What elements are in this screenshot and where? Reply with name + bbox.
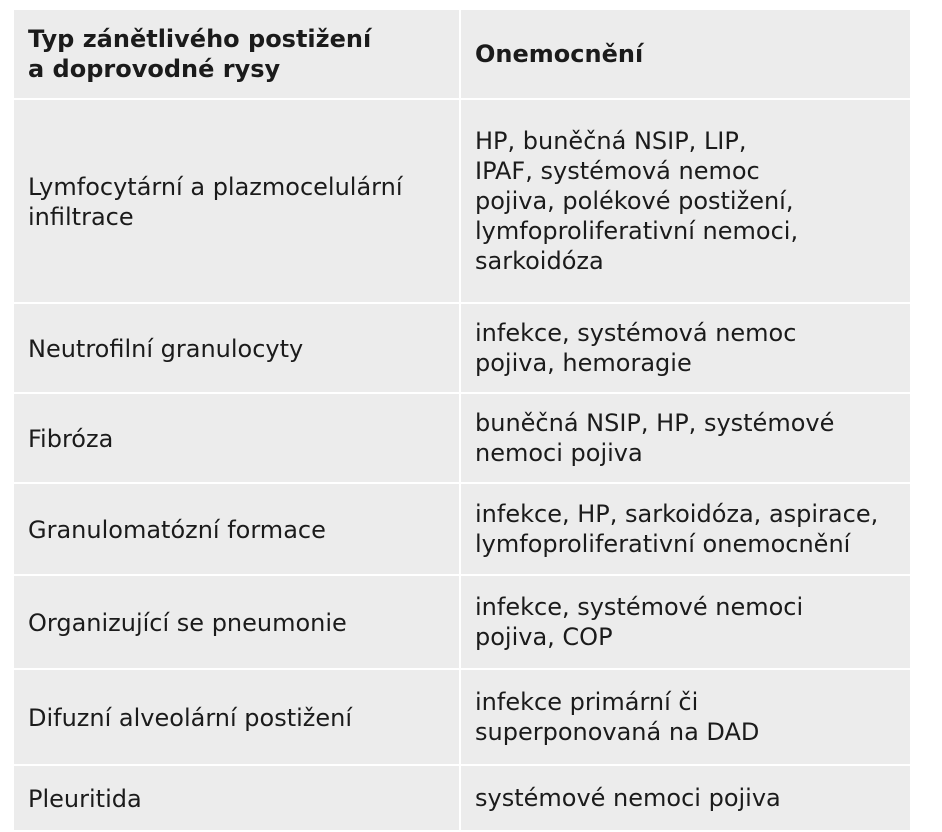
inflammation-type-text: Fibróza	[28, 425, 114, 453]
disease-text: buněčná NSIP, HP, systémové nemoci pojiva	[475, 409, 835, 467]
table-row	[14, 303, 910, 393]
disease-text: HP, buněčná NSIP, LIP, IPAF, systémová nemoc pojiva, polékové postižení, lymfoproliferativní nemoci, sarkoidóza	[475, 127, 799, 275]
inflammation-type-cell	[14, 483, 460, 575]
table-row	[14, 575, 910, 669]
inflammation-type-text: Granulomatózní formace	[28, 516, 326, 544]
table-header	[14, 10, 910, 99]
disease-text: systémové nemoci pojiva	[475, 784, 781, 812]
inflammation-type-cell	[14, 393, 460, 483]
table-body	[14, 99, 910, 831]
inflammation-type-cell	[14, 765, 460, 831]
inflammation-disease-table	[14, 10, 910, 832]
inflammation-type-text: Pleuritida	[28, 785, 142, 813]
header-cell-disease	[460, 10, 910, 99]
inflammation-type-text: Difuzní alveolární postižení	[28, 704, 353, 732]
inflammation-type-text: Neutrofilní granulocyty	[28, 335, 304, 363]
disease-cell	[460, 575, 910, 669]
inflammation-type-text: Organizující se pneumonie	[28, 609, 347, 637]
table-row	[14, 765, 910, 831]
inflammation-type-cell	[14, 575, 460, 669]
inflammation-type-cell	[14, 99, 460, 303]
header-cell-inflammation-type	[14, 10, 460, 99]
table-row	[14, 393, 910, 483]
table-row	[14, 483, 910, 575]
disease-text: infekce, systémová nemoc pojiva, hemoragie	[475, 319, 797, 377]
disease-cell	[460, 99, 910, 303]
disease-cell	[460, 393, 910, 483]
disease-text: infekce, systémové nemoci pojiva, COP	[475, 593, 804, 651]
disease-text: infekce, HP, sarkoidóza, aspirace, lymfoproliferativní onemocnění	[475, 500, 879, 558]
table-row	[14, 669, 910, 765]
disease-cell	[460, 303, 910, 393]
disease-cell	[460, 669, 910, 765]
disease-cell	[460, 765, 910, 831]
inflammation-type-cell	[14, 303, 460, 393]
header-disease-label: Onemocnění	[475, 40, 644, 68]
disease-text: infekce primární či superponovaná na DAD	[475, 688, 760, 746]
header-row	[14, 10, 910, 99]
inflammation-type-cell	[14, 669, 460, 765]
table-row	[14, 99, 910, 303]
disease-cell	[460, 483, 910, 575]
inflammation-type-text: Lymfocytární a plazmocelulární infiltrace	[28, 173, 403, 231]
header-inflammation-type-label: Typ zánětlivého postižení a doprovodné rysy	[28, 25, 372, 83]
